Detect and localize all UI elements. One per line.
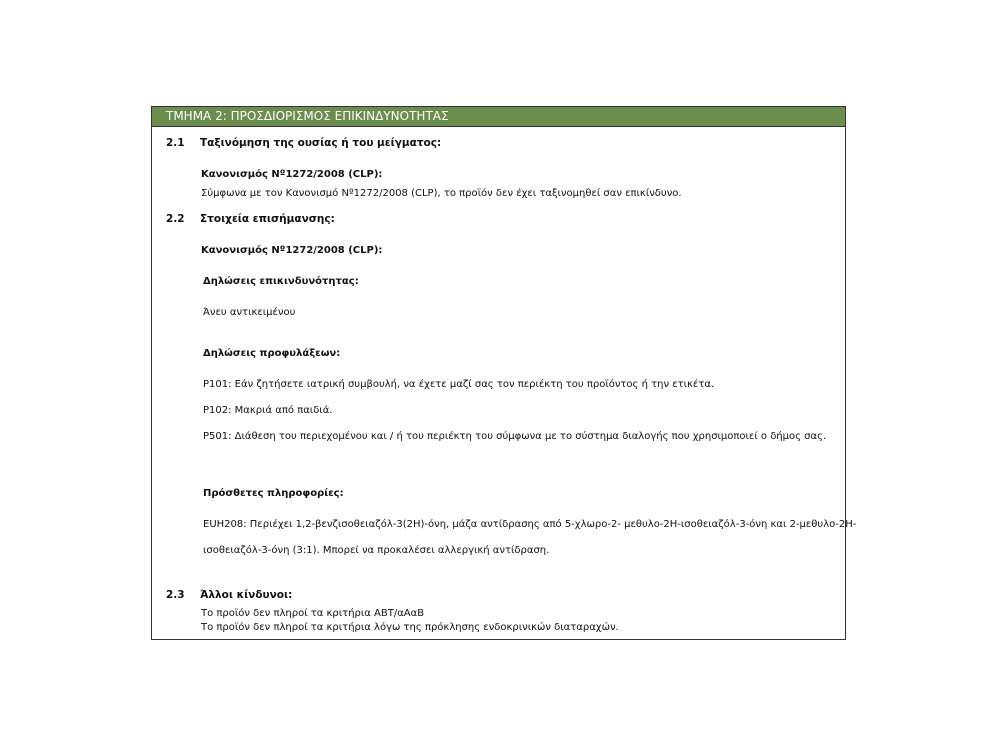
precautionary-statements-heading: Δηλώσεις προφυλάξεων:	[203, 348, 341, 359]
hazard-statements-text: Άνευ αντικειμένου	[203, 307, 296, 318]
additional-info-line-1: EUH208: Περιέχει 1,2-βενζισοθειαζόλ-3(2H)-όνη, μάζα αντίδρασης από 5-χλωρο-2- μεθυλο-2H-ισοθειαζόλ-3-όνη και 2-μεθυλο-2H-	[203, 519, 857, 530]
section-2-2-number: 2.2	[166, 213, 185, 225]
section-2-box	[151, 106, 857, 640]
additional-info-heading: Πρόσθετες πληροφορίες:	[203, 488, 344, 499]
precaution-p101: P101: Εάν ζητήσετε ιατρική συμβουλή, να έχετε μαζί σας τον περιέκτη του προϊόντος ή την ετικέτα.	[203, 379, 715, 390]
clp-regulation-label-1: Κανονισμός Nº1272/2008 (CLP):	[201, 169, 383, 180]
section-header: ΤΜΗΜΑ 2: ΠΡΟΣΔΙΟΡΙΣΜΟΣ ΕΠΙΚΙΝΔΥΝΟΤΗΤΑΣ	[152, 107, 845, 127]
section-2-1-heading: Ταξινόμηση της ουσίας ή του μείγματος:	[200, 137, 442, 149]
precaution-p102: P102: Μακριά από παιδιά.	[203, 405, 333, 416]
classification-text: Σύμφωνα με τον Κανονισμό Nº1272/2008 (CLP), το προϊόν δεν έχει ταξινομηθεί σαν επικίνδυνο.	[201, 188, 682, 199]
additional-info-line-2: ισοθειαζόλ-3-όνη (3:1). Μπορεί να προκαλέσει αλλεργική αντίδραση.	[203, 545, 550, 556]
precaution-p501: P501: Διάθεση του περιεχομένου και / ή του περιέκτη του σύμφωνα με το σύστημα διαλογής που χρησιμοποιεί ο δήμος σας.	[203, 431, 827, 442]
section-2-1-number: 2.1	[166, 137, 185, 149]
other-hazards-line-2: Το προϊόν δεν πληροί τα κριτήρια λόγω της πρόκλησης ενδοκρινικών διαταραχών.	[201, 622, 619, 633]
other-hazards-line-1: Το προϊόν δεν πληροί τα κριτήρια ΑΒΤ/αΑαΒ	[201, 608, 425, 619]
section-2-3-number: 2.3	[166, 589, 185, 601]
section-2-3-heading: Άλλοι κίνδυνοι:	[200, 589, 293, 601]
hazard-statements-heading: Δηλώσεις επικινδυνότητας:	[203, 276, 359, 287]
section-2-2-heading: Στοιχεία επισήμανσης:	[200, 213, 335, 225]
clp-regulation-label-2: Κανονισμός Nº1272/2008 (CLP):	[201, 245, 383, 256]
